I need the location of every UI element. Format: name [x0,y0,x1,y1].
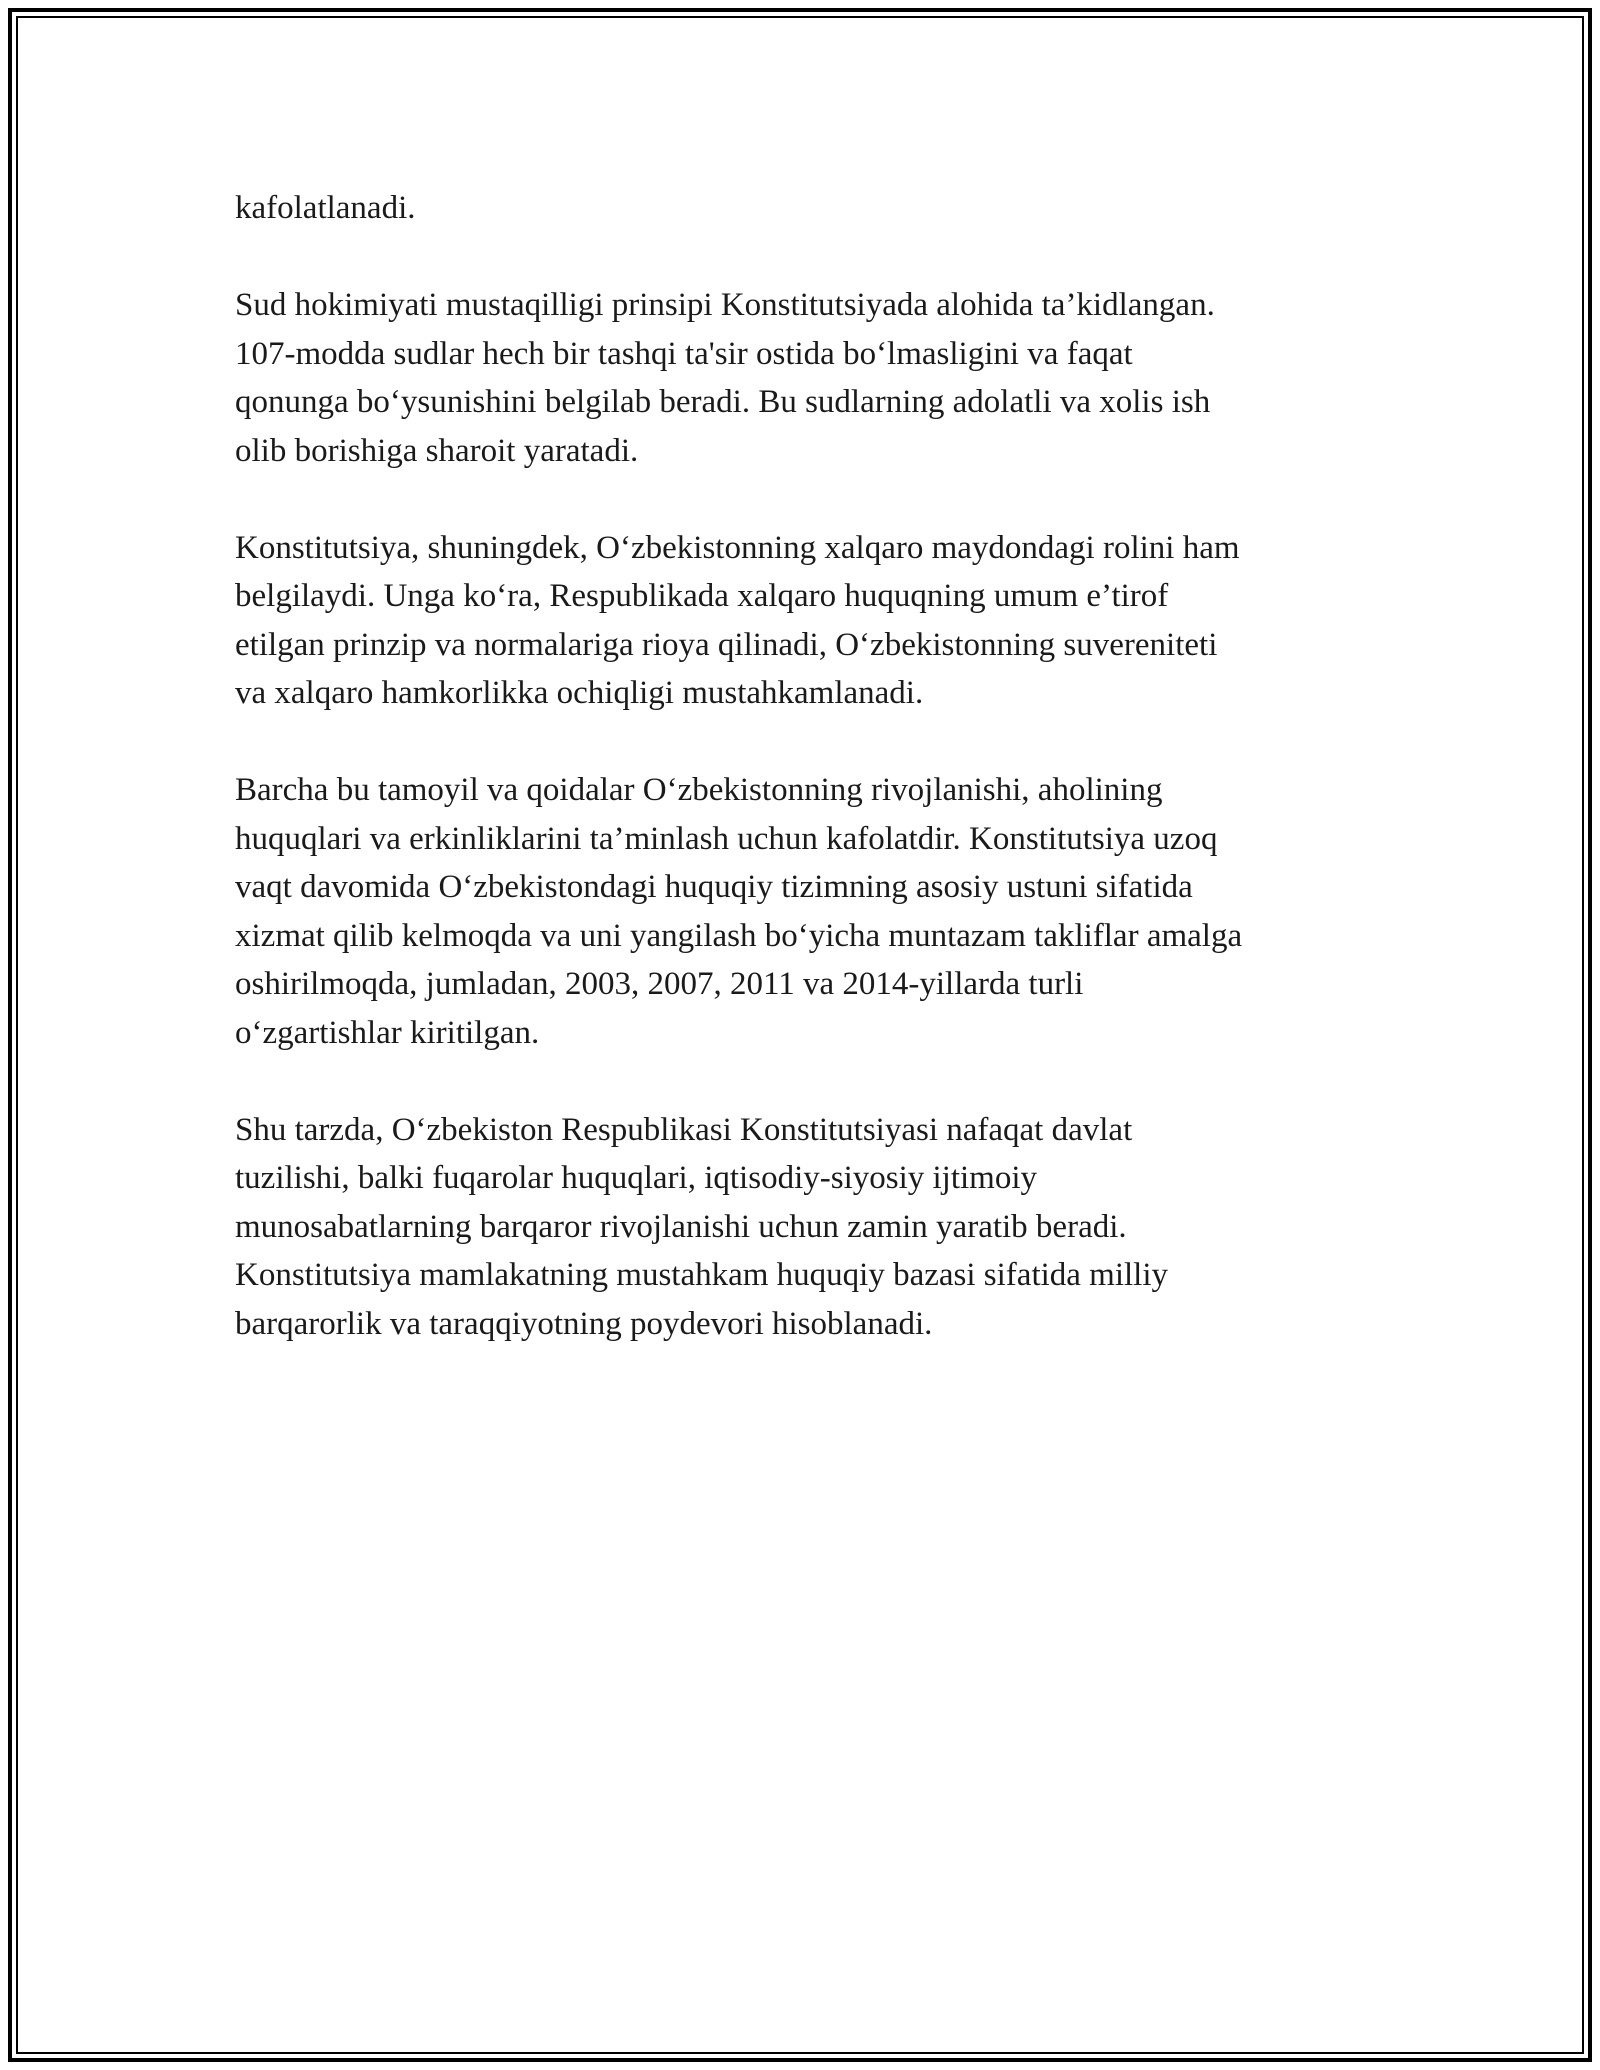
paragraph-international-role: Konstitutsiya, shuningdek, Oʻzbekistonning xalqaro maydondagi rolini ham belgilaydi. Unga koʻra, Respublikada xalqaro huquqning umum e’tirof etilgan prinzip va normalariga rioya qilinadi, Oʻzbekistonning suvereniteti va xalqaro hamkorlikka ochiqligi mustahkamlanadi. [235,529,1240,711]
paragraph-judicial-independence: Sud hokimiyati mustaqilligi prinsipi Konstitutsiyada alohida ta’kidlangan. 107-modda sudlar hech bir tashqi ta'sir ostida boʻlmasligini va faqat qonunga boʻysunishini belgilab beradi. Bu sudlarning adolatli va xolis ish olib borishiga sharoit yaratadi. [235,287,1215,469]
document-body [235,184,1375,1397]
paragraph-conclusion: Shu tarzda, Oʻzbekiston Respublikasi Konstitutsiyasi nafaqat davlat tuzilishi, balki fuqarolar huquqlari, iqtisodiy-siyosiy ijtimoiy munosabatlarning barqaror rivojlanishi uchun zamin yaratib beradi. Konstitutsiya mamlakatning mustahkam huquqiy bazasi sifatida milliy barqarorlik va taraqqiyotning poydevori hisoblanadi. [235,1111,1169,1342]
paragraph-continuation: kafolatlanadi. [235,190,416,226]
paragraph-principles-amendments: Barcha bu tamoyil va qoidalar Oʻzbekistonning rivojlanishi, aholining huquqlari va erkinliklarini ta’minlash uchun kafolatdir. Konstitutsiya uzoq vaqt davomida Oʻzbekistondagi huquqiy tizimning asosiy ustuni sifatida xizmat qilib kelmoqda va uni yangilash boʻyicha muntazam takliflar amalga oshirilmoqda, jumladan, 2003, 2007, 2011 va 2014-yillarda turli oʻzgartishlar kiritilgan. [235,772,1243,1051]
